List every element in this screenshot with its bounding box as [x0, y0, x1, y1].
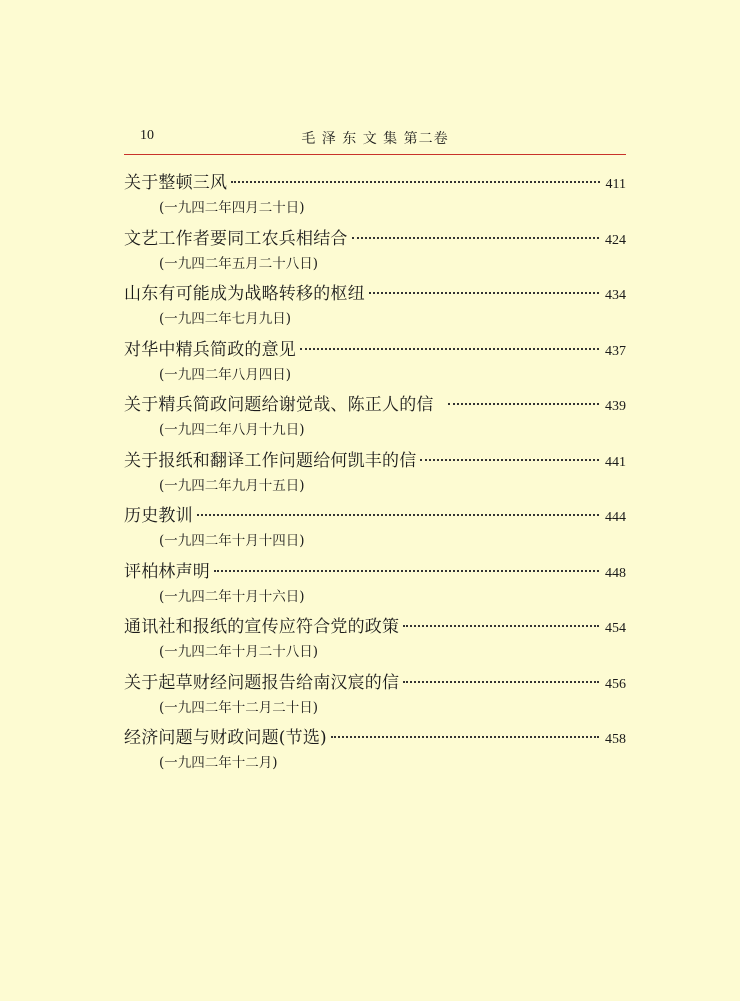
dot-leader	[300, 348, 599, 350]
toc-entry	[124, 335, 626, 391]
page-number: 10	[140, 128, 154, 143]
dot-leader	[197, 514, 599, 516]
page-header	[124, 126, 626, 155]
toc-entry-page: 444	[605, 510, 626, 525]
dot-leader	[420, 459, 599, 461]
toc-entry	[124, 168, 626, 224]
toc-entry-title: 经济问题与财政问题(节选)	[124, 728, 327, 748]
toc-entry	[124, 723, 626, 779]
toc-entry-date: (一九四二年十月二十八日)	[159, 644, 319, 660]
toc-entry-date: (一九四二年八月四日)	[159, 366, 292, 383]
toc-entry-page: 454	[605, 621, 626, 636]
toc-entry-date: (一九四二年十月十四日)	[159, 533, 305, 549]
toc-entry-page: 424	[605, 232, 626, 248]
toc-entry-title: 关于报纸和翻译工作问题给何凯丰的信	[124, 450, 417, 471]
toc-entry-page: 439	[605, 399, 626, 414]
toc-entry-date: (一九四二年四月二十日)	[159, 200, 305, 216]
toc-entry-title: 历史教训	[124, 506, 193, 526]
toc-entry-date: (一九四二年十二月)	[159, 755, 278, 771]
dot-leader	[352, 237, 599, 239]
toc-entry-page: 437	[605, 343, 626, 359]
toc-entry-title: 对华中精兵简政的意见	[124, 339, 296, 360]
toc-entry	[124, 612, 626, 668]
toc-entry	[124, 224, 626, 280]
toc-entry-date: (一九四二年九月十五日)	[159, 477, 305, 494]
toc-entry-title: 评柏林声明	[124, 561, 210, 582]
toc-entry-title: 通讯社和报纸的宣传应符合党的政策	[124, 617, 400, 637]
toc-entry	[124, 279, 626, 335]
dot-leader	[214, 570, 599, 572]
dot-leader	[403, 625, 599, 627]
toc-entry	[124, 668, 626, 724]
toc-entry	[124, 557, 626, 613]
toc-entry-title: 关于精兵简政问题给谢觉哉、陈正人的信	[124, 395, 434, 415]
toc-entry-title: 山东有可能成为战略转移的枢纽	[124, 284, 365, 304]
dot-leader	[231, 181, 599, 183]
running-title: 毛 泽 东 文 集 第二卷	[301, 131, 449, 147]
toc-entry-title: 关于整顿三风	[124, 173, 228, 193]
toc-entry-page: 441	[605, 454, 626, 470]
toc-entry-page: 411	[605, 177, 626, 192]
dot-leader	[369, 292, 599, 294]
table-of-contents	[124, 168, 626, 779]
toc-entry-page: 456	[605, 676, 626, 692]
toc-entry-page: 434	[605, 288, 626, 303]
dot-leader	[448, 403, 599, 405]
toc-entry-page: 448	[605, 565, 626, 581]
toc-entry-date: (一九四二年十月十六日)	[159, 588, 305, 605]
toc-entry-date: (一九四二年十二月二十日)	[159, 699, 319, 716]
toc-entry-date: (一九四二年五月二十八日)	[159, 255, 319, 272]
toc-entry-title: 文艺工作者要同工农兵相结合	[124, 228, 348, 249]
toc-entry-page: 458	[605, 732, 626, 747]
toc-entry-title: 关于起草财经问题报告给南汉宸的信	[124, 672, 400, 693]
dot-leader	[331, 736, 599, 738]
toc-entry	[124, 446, 626, 502]
dot-leader	[403, 681, 599, 683]
toc-entry	[124, 501, 626, 557]
toc-entry-date: (一九四二年八月十九日)	[159, 422, 305, 438]
toc-entry	[124, 390, 626, 446]
toc-entry-date: (一九四二年七月九日)	[159, 311, 292, 327]
